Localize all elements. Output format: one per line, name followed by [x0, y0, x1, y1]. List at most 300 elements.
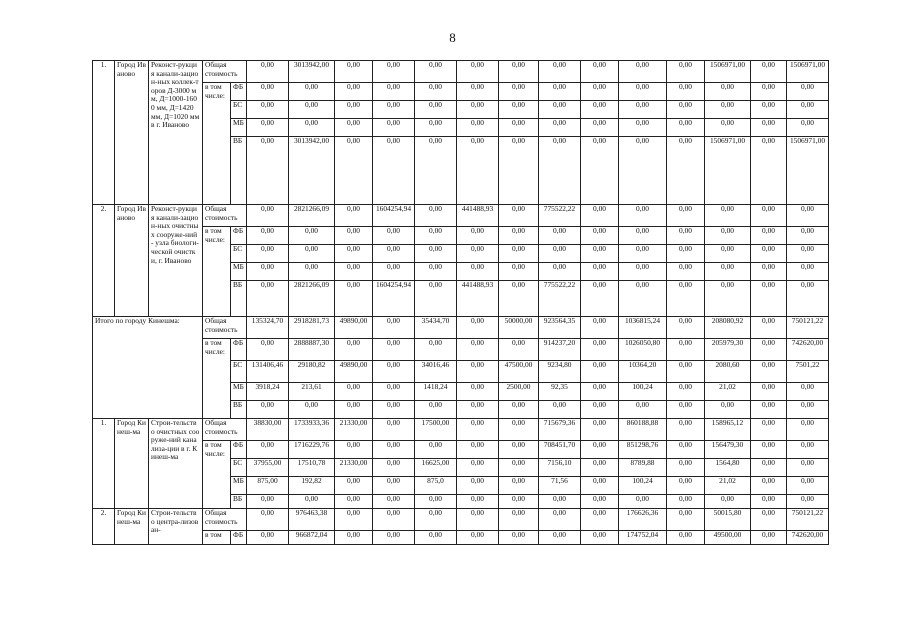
- table-cell: 1716229,76: [289, 441, 335, 459]
- table-cell: 0,00: [415, 83, 457, 101]
- table-cell: 0,00: [751, 83, 787, 101]
- funding-source: ВБ: [231, 495, 247, 509]
- table-cell: 0,00: [373, 459, 415, 477]
- table-cell: 0,00: [667, 361, 705, 383]
- table-cell: 0,00: [751, 227, 787, 245]
- table-cell: 0,00: [457, 137, 499, 205]
- table-cell: 0,00: [705, 245, 751, 263]
- table-cell: 0,00: [415, 227, 457, 245]
- table-cell: 0,00: [787, 101, 829, 119]
- total-cost-label: Общая стоимость: [203, 205, 247, 227]
- table-cell: 0,00: [373, 531, 415, 545]
- table-cell: 0,00: [667, 441, 705, 459]
- funding-source: БС: [231, 245, 247, 263]
- table-cell: 0,00: [581, 361, 619, 383]
- table-cell: 37955,00: [247, 459, 289, 477]
- table-cell: 0,00: [499, 509, 539, 531]
- table-cell: 0,00: [581, 281, 619, 317]
- funding-source: ФБ: [231, 531, 247, 545]
- funding-source: ВБ: [231, 401, 247, 419]
- table-cell: 0,00: [335, 531, 373, 545]
- table-cell: 1506971,00: [787, 61, 829, 83]
- table-cell: 851298,76: [619, 441, 667, 459]
- table-cell: 0,00: [457, 361, 499, 383]
- table-cell: 0,00: [373, 263, 415, 281]
- table-cell: 0,00: [373, 509, 415, 531]
- table-cell: 0,00: [373, 477, 415, 495]
- object-name: Строи-тельство очистных сооруже-ний канализа-ции в г. Кинеш-ма: [149, 419, 203, 509]
- table-cell: 0,00: [581, 227, 619, 245]
- table-cell: 0,00: [787, 119, 829, 137]
- table-cell: 914237,20: [539, 339, 581, 361]
- table-cell: 441488,93: [457, 205, 499, 227]
- table-cell: 0,00: [335, 83, 373, 101]
- funding-source: ФБ: [231, 339, 247, 361]
- table-cell: 0,00: [247, 509, 289, 531]
- table-cell: 0,00: [751, 263, 787, 281]
- table-cell: 0,00: [619, 83, 667, 101]
- table-cell: 156479,30: [705, 441, 751, 459]
- table-cell: 0,00: [457, 101, 499, 119]
- table-cell: 2500,00: [499, 383, 539, 401]
- table-cell: 131406,46: [247, 361, 289, 383]
- table-cell: 0,00: [667, 205, 705, 227]
- table-cell: 0,00: [335, 245, 373, 263]
- table-cell: 50000,00: [499, 317, 539, 339]
- table-cell: 0,00: [581, 495, 619, 509]
- table-cell: 0,00: [335, 441, 373, 459]
- table-cell: 1418,24: [415, 383, 457, 401]
- table-cell: 441488,93: [457, 281, 499, 317]
- table-cell: 0,00: [457, 495, 499, 509]
- funding-source: МБ: [231, 383, 247, 401]
- table-cell: 0,00: [373, 61, 415, 83]
- table-cell: 0,00: [415, 281, 457, 317]
- table-cell: 0,00: [335, 101, 373, 119]
- table-cell: 0,00: [751, 495, 787, 509]
- table-cell: 0,00: [499, 477, 539, 495]
- table-cell: 0,00: [539, 227, 581, 245]
- table-cell: 0,00: [581, 531, 619, 545]
- table-cell: 0,00: [667, 339, 705, 361]
- table-cell: 0,00: [787, 245, 829, 263]
- funding-source: ФБ: [231, 441, 247, 459]
- table-cell: 775522,22: [539, 205, 581, 227]
- table-cell: 0,00: [247, 401, 289, 419]
- table-cell: 0,00: [751, 361, 787, 383]
- table-cell: 0,00: [335, 477, 373, 495]
- table-cell: 0,00: [619, 263, 667, 281]
- table-row-source: [93, 531, 829, 545]
- table-cell: 0,00: [335, 119, 373, 137]
- table-cell: 0,00: [247, 495, 289, 509]
- table-cell: 0,00: [457, 441, 499, 459]
- table-cell: 0,00: [457, 263, 499, 281]
- table-cell: 0,00: [581, 205, 619, 227]
- table-cell: 1506971,00: [787, 137, 829, 205]
- table-cell: 976463,38: [289, 509, 335, 531]
- table-cell: 0,00: [457, 227, 499, 245]
- table-cell: 21,02: [705, 477, 751, 495]
- table-cell: 135324,70: [247, 317, 289, 339]
- table-cell: 0,00: [581, 61, 619, 83]
- row-number: 1.: [93, 419, 115, 509]
- table-cell: 0,00: [787, 281, 829, 317]
- table-cell: 100,24: [619, 383, 667, 401]
- table-cell: 0,00: [499, 83, 539, 101]
- table-cell: 0,00: [415, 263, 457, 281]
- table-cell: 0,00: [705, 281, 751, 317]
- table-cell: 0,00: [415, 119, 457, 137]
- table-cell: 0,00: [499, 419, 539, 441]
- table-cell: 0,00: [289, 83, 335, 101]
- table-cell: 0,00: [457, 317, 499, 339]
- table-cell: 0,00: [373, 245, 415, 263]
- table-cell: 1733933,36: [289, 419, 335, 441]
- table-cell: 0,00: [539, 101, 581, 119]
- funding-source: ВБ: [231, 281, 247, 317]
- table-cell: 0,00: [667, 83, 705, 101]
- table-cell: 0,00: [751, 119, 787, 137]
- table-cell: 0,00: [581, 245, 619, 263]
- table-cell: 0,00: [373, 495, 415, 509]
- table-cell: 875,00: [247, 477, 289, 495]
- table-row-total: [93, 419, 829, 441]
- table-cell: 750121,22: [787, 509, 829, 531]
- table-cell: 2821266,09: [289, 281, 335, 317]
- table-cell: 0,00: [581, 477, 619, 495]
- table-cell: 0,00: [667, 477, 705, 495]
- table-cell: 0,00: [581, 419, 619, 441]
- table-cell: 0,00: [751, 101, 787, 119]
- table-cell: 0,00: [373, 83, 415, 101]
- table-cell: 0,00: [373, 401, 415, 419]
- table-cell: 0,00: [457, 401, 499, 419]
- table-cell: 0,00: [415, 245, 457, 263]
- table-cell: 47500,00: [499, 361, 539, 383]
- table-cell: 0,00: [247, 281, 289, 317]
- table-cell: 49890,00: [335, 317, 373, 339]
- table-cell: 0,00: [705, 205, 751, 227]
- table-cell: 0,00: [581, 383, 619, 401]
- table-cell: 0,00: [457, 419, 499, 441]
- city-name: Город Иваново: [115, 205, 149, 317]
- table-cell: 0,00: [667, 119, 705, 137]
- funding-source: МБ: [231, 263, 247, 281]
- table-cell: 0,00: [667, 317, 705, 339]
- table-cell: 0,00: [247, 61, 289, 83]
- table-cell: 0,00: [539, 119, 581, 137]
- table-cell: 0,00: [499, 339, 539, 361]
- table-cell: 2821266,09: [289, 205, 335, 227]
- funding-source: БС: [231, 101, 247, 119]
- table-cell: 0,00: [457, 119, 499, 137]
- table-cell: 0,00: [415, 441, 457, 459]
- table-cell: 3013942,00: [289, 137, 335, 205]
- table-cell: 0,00: [539, 401, 581, 419]
- table-cell: 0,00: [581, 119, 619, 137]
- table-cell: 0,00: [373, 227, 415, 245]
- table-cell: 0,00: [247, 227, 289, 245]
- table-cell: 0,00: [619, 119, 667, 137]
- table-cell: 0,00: [247, 83, 289, 101]
- table-cell: 0,00: [787, 441, 829, 459]
- table-cell: 0,00: [751, 245, 787, 263]
- table-cell: 0,00: [787, 477, 829, 495]
- table-cell: 205979,30: [705, 339, 751, 361]
- table-cell: 0,00: [787, 263, 829, 281]
- table-cell: 0,00: [289, 227, 335, 245]
- table-cell: 17500,00: [415, 419, 457, 441]
- row-number: 2.: [93, 205, 115, 317]
- table-cell: 0,00: [619, 401, 667, 419]
- budget-table-sheet: [92, 60, 829, 545]
- table-cell: 0,00: [787, 83, 829, 101]
- table-cell: 0,00: [457, 61, 499, 83]
- table-cell: 2918281,73: [289, 317, 335, 339]
- table-cell: 0,00: [499, 61, 539, 83]
- table-cell: 0,00: [539, 531, 581, 545]
- table-cell: 742620,00: [787, 531, 829, 545]
- budget-table: [92, 60, 829, 545]
- table-cell: 1506971,00: [705, 61, 751, 83]
- table-cell: 0,00: [539, 83, 581, 101]
- table-cell: 0,00: [619, 137, 667, 205]
- table-cell: 0,00: [751, 281, 787, 317]
- table-cell: 0,00: [539, 509, 581, 531]
- including-label: в том: [203, 531, 231, 545]
- table-cell: 0,00: [247, 245, 289, 263]
- table-cell: 0,00: [705, 263, 751, 281]
- table-cell: 3013942,00: [289, 61, 335, 83]
- table-cell: 35434,70: [415, 317, 457, 339]
- table-cell: 0,00: [335, 61, 373, 83]
- table-cell: 0,00: [415, 531, 457, 545]
- table-cell: 0,00: [335, 263, 373, 281]
- table-cell: 0,00: [787, 227, 829, 245]
- table-cell: 0,00: [373, 361, 415, 383]
- table-cell: 0,00: [415, 509, 457, 531]
- table-cell: 0,00: [751, 419, 787, 441]
- table-cell: 0,00: [499, 245, 539, 263]
- table-cell: 0,00: [787, 459, 829, 477]
- city-name: Город Иваново: [115, 61, 149, 205]
- table-cell: 0,00: [247, 205, 289, 227]
- table-cell: 0,00: [539, 137, 581, 205]
- table-cell: 0,00: [539, 245, 581, 263]
- table-cell: 0,00: [415, 401, 457, 419]
- table-cell: 0,00: [499, 205, 539, 227]
- funding-source: ВБ: [231, 137, 247, 205]
- table-cell: 2080,60: [705, 361, 751, 383]
- table-cell: 875,0: [415, 477, 457, 495]
- including-label: в том числе:: [203, 83, 231, 205]
- table-cell: 0,00: [787, 419, 829, 441]
- table-cell: 0,00: [457, 459, 499, 477]
- table-cell: 0,00: [667, 137, 705, 205]
- table-cell: 0,00: [705, 401, 751, 419]
- table-cell: 50015,80: [705, 509, 751, 531]
- table-cell: 158965,12: [705, 419, 751, 441]
- table-row-source: [93, 83, 829, 101]
- table-cell: 0,00: [499, 101, 539, 119]
- subtotal-row-total: [93, 317, 829, 339]
- table-cell: 860188,88: [619, 419, 667, 441]
- table-cell: 176626,36: [619, 509, 667, 531]
- table-cell: 0,00: [457, 339, 499, 361]
- table-cell: 1036815,24: [619, 317, 667, 339]
- table-cell: 1604254,94: [373, 281, 415, 317]
- table-cell: 0,00: [787, 205, 829, 227]
- table-cell: 9234,80: [539, 361, 581, 383]
- table-cell: 775522,22: [539, 281, 581, 317]
- funding-source: БС: [231, 459, 247, 477]
- table-cell: 0,00: [581, 83, 619, 101]
- table-cell: 0,00: [335, 227, 373, 245]
- table-cell: 0,00: [619, 101, 667, 119]
- table-cell: 0,00: [289, 401, 335, 419]
- table-cell: 0,00: [581, 339, 619, 361]
- table-cell: 0,00: [667, 401, 705, 419]
- table-cell: 0,00: [373, 137, 415, 205]
- table-cell: 0,00: [751, 205, 787, 227]
- table-cell: 0,00: [499, 137, 539, 205]
- table-cell: 0,00: [539, 263, 581, 281]
- table-cell: 0,00: [289, 101, 335, 119]
- table-cell: 0,00: [539, 61, 581, 83]
- table-cell: 0,00: [373, 317, 415, 339]
- table-cell: 0,00: [499, 459, 539, 477]
- table-cell: 208080,92: [705, 317, 751, 339]
- table-cell: 92,35: [539, 383, 581, 401]
- table-cell: 0,00: [751, 339, 787, 361]
- table-cell: 0,00: [415, 101, 457, 119]
- table-cell: 0,00: [247, 119, 289, 137]
- table-cell: 0,00: [705, 101, 751, 119]
- table-cell: 0,00: [335, 281, 373, 317]
- table-cell: 0,00: [619, 61, 667, 83]
- table-cell: 7156,10: [539, 459, 581, 477]
- table-cell: 0,00: [667, 419, 705, 441]
- funding-source: ФБ: [231, 227, 247, 245]
- table-cell: 0,00: [581, 137, 619, 205]
- table-cell: 38830,00: [247, 419, 289, 441]
- table-cell: 0,00: [247, 137, 289, 205]
- table-row-source: [93, 227, 829, 245]
- row-number: 2.: [93, 509, 115, 545]
- table-cell: 0,00: [247, 339, 289, 361]
- table-cell: 213,61: [289, 383, 335, 401]
- table-cell: 0,00: [335, 401, 373, 419]
- table-cell: 0,00: [373, 101, 415, 119]
- table-cell: 0,00: [787, 383, 829, 401]
- table-cell: 17510,78: [289, 459, 335, 477]
- table-cell: 0,00: [415, 495, 457, 509]
- table-cell: 0,00: [705, 495, 751, 509]
- table-cell: 1506971,00: [705, 137, 751, 205]
- table-cell: 923564,35: [539, 317, 581, 339]
- table-cell: 0,00: [415, 339, 457, 361]
- page-number: 8: [449, 30, 456, 45]
- table-cell: 715679,36: [539, 419, 581, 441]
- table-cell: 0,00: [667, 245, 705, 263]
- table-cell: 0,00: [619, 281, 667, 317]
- table-cell: 0,00: [619, 227, 667, 245]
- table-cell: 0,00: [373, 419, 415, 441]
- table-cell: 0,00: [539, 495, 581, 509]
- funding-source: МБ: [231, 477, 247, 495]
- row-number: 1.: [93, 61, 115, 205]
- city-name: Город Кинеш-ма: [115, 419, 149, 509]
- table-cell: 0,00: [499, 119, 539, 137]
- table-cell: 1604254,94: [373, 205, 415, 227]
- table-cell: 0,00: [751, 441, 787, 459]
- total-cost-label: Общая стоимость: [203, 509, 247, 531]
- table-cell: 0,00: [667, 61, 705, 83]
- table-cell: 0,00: [289, 245, 335, 263]
- table-cell: 0,00: [415, 61, 457, 83]
- object-name: Строи-тельство центра-лизован-: [149, 509, 203, 545]
- table-cell: 0,00: [751, 383, 787, 401]
- table-cell: 0,00: [289, 263, 335, 281]
- table-cell: 0,00: [581, 263, 619, 281]
- table-cell: 0,00: [667, 101, 705, 119]
- table-cell: 0,00: [581, 441, 619, 459]
- table-row-source: [93, 441, 829, 459]
- table-cell: 0,00: [247, 441, 289, 459]
- table-cell: 0,00: [787, 401, 829, 419]
- table-cell: 34016,46: [415, 361, 457, 383]
- table-cell: 0,00: [373, 441, 415, 459]
- table-row-total: [93, 509, 829, 531]
- table-cell: 742620,00: [787, 339, 829, 361]
- funding-source: БС: [231, 361, 247, 383]
- subtotal-row-source: [93, 339, 829, 361]
- table-cell: 0,00: [667, 281, 705, 317]
- table-cell: 16625,00: [415, 459, 457, 477]
- total-cost-label: Общая стоимость: [203, 317, 247, 339]
- table-cell: 0,00: [581, 459, 619, 477]
- table-cell: 0,00: [619, 205, 667, 227]
- table-cell: 71,56: [539, 477, 581, 495]
- table-cell: 0,00: [247, 263, 289, 281]
- table-cell: 0,00: [751, 401, 787, 419]
- table-cell: 0,00: [415, 205, 457, 227]
- table-cell: 21330,00: [335, 419, 373, 441]
- table-cell: 0,00: [289, 495, 335, 509]
- table-cell: 0,00: [499, 401, 539, 419]
- table-cell: 0,00: [335, 509, 373, 531]
- table-cell: 0,00: [667, 227, 705, 245]
- including-label: в том числе:: [203, 227, 231, 317]
- total-cost-label: Общая стоимость: [203, 61, 247, 83]
- table-cell: 0,00: [499, 531, 539, 545]
- table-cell: 0,00: [667, 509, 705, 531]
- table-cell: 0,00: [289, 119, 335, 137]
- table-cell: 0,00: [667, 383, 705, 401]
- table-cell: 0,00: [751, 317, 787, 339]
- table-cell: 0,00: [335, 495, 373, 509]
- table-cell: 0,00: [751, 137, 787, 205]
- table-cell: 708451,70: [539, 441, 581, 459]
- table-cell: 0,00: [335, 137, 373, 205]
- table-cell: 49500,00: [705, 531, 751, 545]
- total-cost-label: Общая стоимость: [203, 419, 247, 441]
- table-cell: 0,00: [667, 459, 705, 477]
- table-cell: 0,00: [415, 137, 457, 205]
- funding-source: МБ: [231, 119, 247, 137]
- table-cell: 0,00: [457, 383, 499, 401]
